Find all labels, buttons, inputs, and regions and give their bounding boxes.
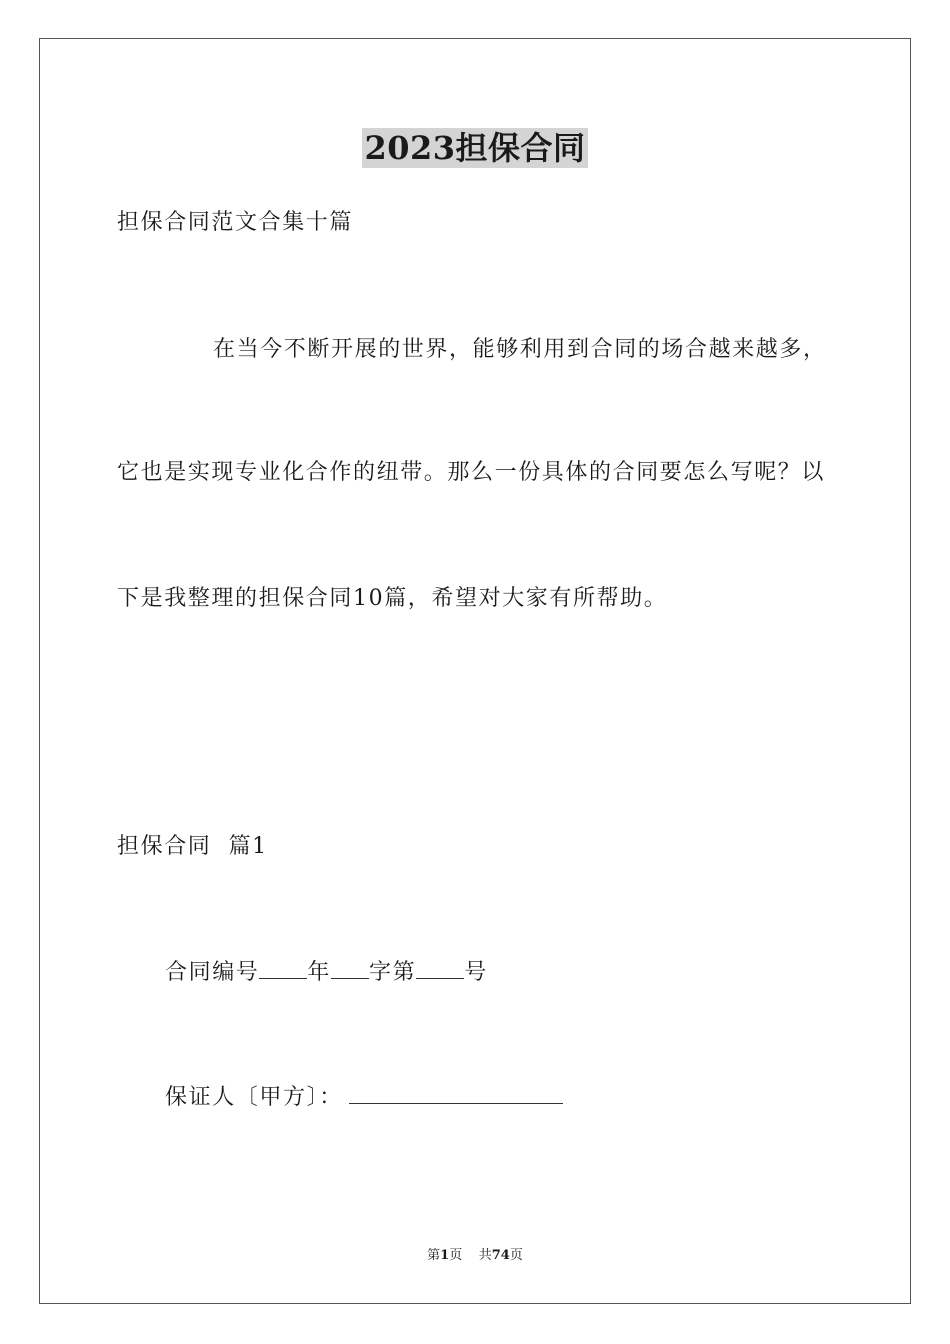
footer-page-suffix: 页 [449,1248,463,1263]
footer-total-pages: 74 [491,1248,510,1263]
contract-hao-label: 号 [464,960,488,985]
footer-page-number: 1 [440,1248,450,1263]
footer-page-prefix: 第 [427,1248,441,1263]
page-footer [0,1247,950,1265]
contract-number-label: 合同编号 [165,960,260,985]
contract-year-label: 年 [307,960,332,985]
contract-zidi-label: 字第 [369,960,417,985]
contract-number-blank-1[interactable] [259,956,307,979]
contract-number-blank-3[interactable] [416,956,464,979]
intro-line-2: 它也是实现专业化合作的纽带。那么一份具体的合同要怎么写呢？以 [117,460,826,485]
footer-total-prefix: 共 [478,1248,492,1263]
intro-line-1: 在当今不断开展的世界，能够利用到合同的场合越来越多， [213,337,827,362]
title-container [0,128,950,168]
contract-number-blank-2[interactable] [331,956,369,979]
intro-line-3: 下是我整理的担保合同10篇，希望对大家有所帮助。 [117,586,668,611]
guarantor-blank[interactable] [349,1081,563,1104]
section-heading: 担保合同 篇1 [117,834,268,859]
document-title: 2023担保合同 [364,129,586,167]
contract-number-line [165,956,488,988]
guarantor-label: 保证人〔甲方〕： [165,1085,343,1110]
footer-total-suffix: 页 [509,1248,523,1263]
guarantor-line [165,1081,563,1113]
document-subtitle: 担保合同范文合集十篇 [117,210,354,235]
